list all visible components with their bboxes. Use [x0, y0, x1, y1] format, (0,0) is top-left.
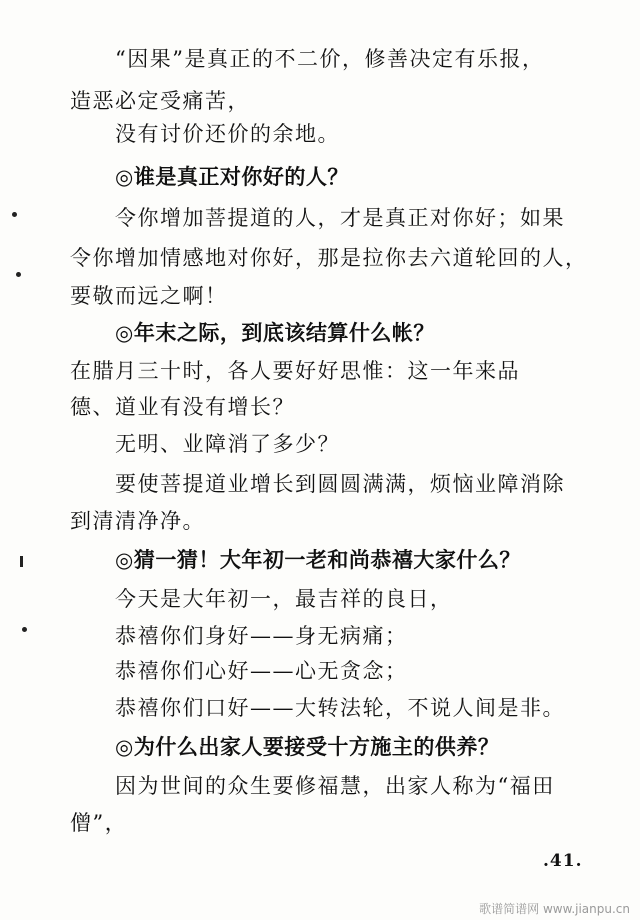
text-line: 因为世间的众生要修福慧，出家人称为“福田: [115, 774, 555, 798]
section-heading: ◎为什么出家人要接受十方施主的供养？: [115, 735, 500, 759]
page-number: .41.: [543, 851, 583, 871]
text-line: 无明、业障消了多少？: [115, 432, 340, 456]
text-line: 要敬而远之啊！: [70, 284, 228, 308]
text-line: 恭禧你们身好——身无病痛；: [115, 624, 408, 648]
text-line: “因果”是真正的不二价，修善决定有乐报，: [115, 47, 545, 71]
text-line: 今天是大年初一，最吉祥的良日，: [115, 587, 453, 611]
margin-mark: [12, 212, 17, 217]
margin-mark: [20, 556, 23, 567]
text-line: 僧”，: [70, 811, 128, 835]
text-line: 德、道业有没有增长？: [70, 395, 295, 419]
margin-mark: [16, 272, 21, 277]
section-heading: ◎猜一猜！大年初一老和尚恭禧大家什么？: [115, 548, 521, 572]
text-line: 令你增加菩提道的人，才是真正对你好；如果: [115, 206, 565, 230]
text-line: 没有讨价还价的余地。: [115, 122, 340, 146]
text-line: 到清清净净。: [70, 509, 205, 533]
watermark: 歌谱简谱网 www.jianpu.cn: [479, 902, 630, 916]
text-line: 在腊月三十时，各人要好好思惟：这一年来品: [70, 359, 520, 383]
text-line: 要使菩提道业增长到圆圆满满，烦恼业障消除: [115, 472, 565, 496]
section-heading: ◎年末之际，到底该结算什么帐？: [115, 321, 435, 345]
text-line: 造恶必定受痛苦，: [70, 89, 250, 113]
text-line: 令你增加情感地对你好，那是拉你去六道轮回的人，: [70, 246, 588, 270]
text-line: 恭禧你们口好——大转法轮，不说人间是非。: [115, 696, 565, 720]
text-line: 恭禧你们心好——心无贪念；: [115, 659, 408, 683]
section-heading: ◎谁是真正对你好的人？: [115, 165, 349, 189]
margin-mark: [22, 627, 27, 632]
